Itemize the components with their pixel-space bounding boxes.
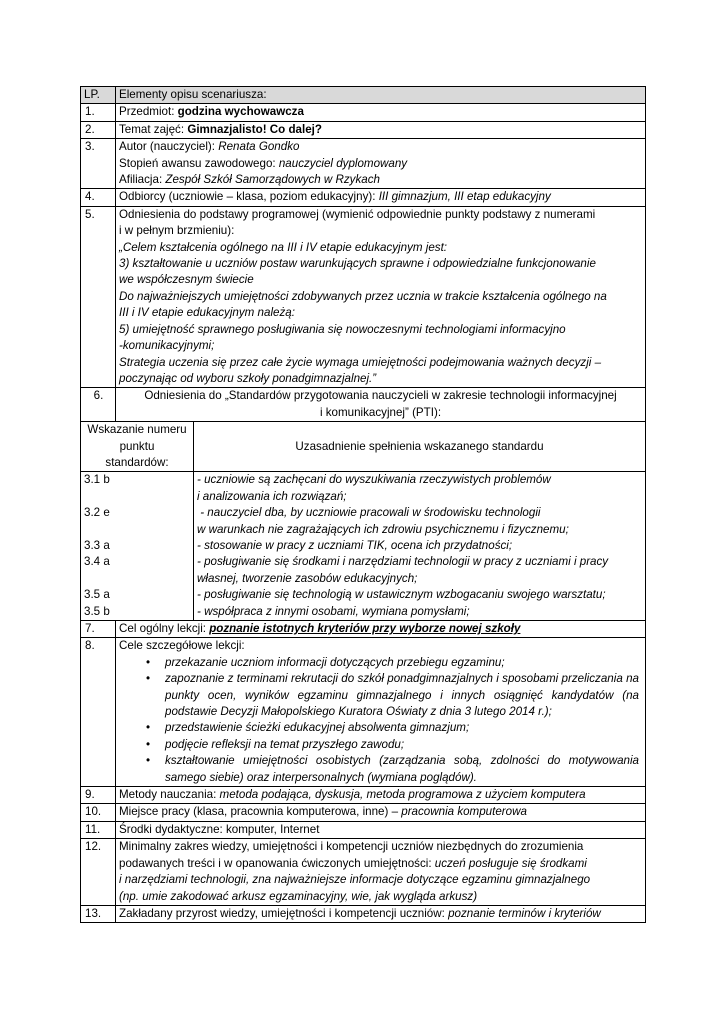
table-row [81, 121, 646, 138]
spacer [84, 522, 190, 538]
spacer [84, 489, 190, 505]
list-item [119, 655, 639, 671]
standards-codes [81, 472, 194, 620]
curriculum-line: Do najważniejszych umiejętności zdobywanych przez ucznia w trakcie kształcenia ogólnego na [119, 289, 607, 303]
standards-col-header-line: Wskazanie numeru [87, 423, 187, 437]
affiliation-line [119, 172, 642, 188]
table-row [81, 139, 646, 189]
table-row [81, 388, 646, 422]
table-row [81, 905, 646, 922]
row-label: Metody nauczania: [119, 788, 220, 802]
author-label: Autor (nauczyciel): [119, 140, 219, 154]
scenario-table [80, 86, 646, 923]
standard-code: 3.5 b [84, 604, 110, 618]
affiliation-label: Afiliacja: [119, 173, 166, 187]
row-number: 2. [81, 121, 116, 138]
prerequisites-text: podawanych treści i w opanowania ćwiczonych umiejętności: [119, 856, 435, 870]
standards-body-cell [81, 472, 646, 621]
standards-title-line: i komunikacyjnej” (PTI): [319, 405, 442, 419]
degree-line [119, 156, 642, 172]
row-standards-title [116, 388, 646, 422]
row-value: III gimnazjum, III etap edukacyjny [378, 190, 551, 204]
prerequisites-line: i narzędziami technologii, zna najważniejsze informacje dotyczące egzaminu gimnazjalnego [119, 873, 591, 887]
curriculum-line: poczynając od wyboru szkoły ponadgimnazjalnej.” [119, 371, 377, 385]
goal-text: przedstawienie ścieżki edukacyjnej absolwenta gimnazjum; [165, 721, 470, 735]
curriculum-line: 5) umiejętność sprawnego posługiwania się nowoczesnymi technologiami informacyjno [119, 322, 566, 336]
standard-desc-line: - posługiwanie się technologią w ustawicznym wzbogacaniu swojego warsztatu; [197, 588, 606, 602]
affiliation-value: Zespół Szkół Samorządowych w Rzykach [165, 173, 380, 187]
row-value: poznanie istotnych kryteriów przy wyborze nowej szkoły [209, 622, 521, 635]
goal-text: zapoznanie z terminami rekrutacji do szkół ponadgimnazjalnych i sposobami przeliczania na punkty ocen, wyników egzaminu gimnazjalnego i innych osiągnięć kandydatów (na podstawie Decyzji Małopolskiego Kuratora Oświaty z dnia 3 lutego 2014 r.); [165, 672, 639, 719]
row-place [116, 804, 646, 821]
standards-body-row [81, 472, 646, 621]
degree-value: nauczyciel dyplomowany [278, 156, 408, 170]
justification-col-header-text: Uzasadnienie spełnienia wskazanego standardu [295, 439, 544, 453]
standard-code: 3.1 b [84, 473, 110, 487]
row-materials: Środki dydaktyczne: komputer, Internet [116, 821, 646, 838]
table-row [81, 621, 646, 638]
row-number: 11. [81, 821, 116, 838]
row-number: 6. [81, 388, 116, 422]
table-row [81, 821, 646, 838]
standards-col-header-line: standardów: [105, 455, 169, 469]
goal-text: przekazanie uczniom informacji dotyczących przebiegu egzaminu; [165, 655, 505, 669]
curriculum-line: Strategia uczenia się przez całe życie wymaga umiejętności podejmowania ważnych decyzji – [119, 355, 602, 369]
standard-desc-line: - nauczyciel dba, by uczniowie pracowali w środowisku technologii [197, 506, 541, 520]
header-title: Elementy opisu scenariusza: [116, 87, 646, 104]
row-label: Cele szczegółowe lekcji: [119, 639, 245, 653]
curriculum-line: „Celem kształcenia ogólnego na III i IV etapie edukacyjnym jest: [119, 240, 448, 254]
table-row [81, 638, 646, 787]
row-value: pracownia komputerowa [401, 805, 527, 819]
standard-code: 3.3 a [84, 538, 110, 552]
header-lp: LP. [81, 87, 116, 104]
row-curriculum [116, 206, 646, 387]
standard-desc-line: - uczniowie są zachęcani do wyszukiwania rzeczywistych problemów [197, 473, 551, 487]
row-methods [116, 787, 646, 804]
justification-col-header [194, 422, 645, 471]
row-number: 12. [81, 839, 116, 906]
list-item [119, 753, 639, 786]
row-value: Gimnazjalisto! Co dalej? [187, 122, 322, 136]
bullet-icon: • [146, 655, 151, 669]
standards-col-header [81, 422, 194, 471]
row-topic [116, 121, 646, 138]
table-row [81, 206, 646, 387]
standard-desc-line: własnej, tworzenie zasobów edukacyjnych; [197, 571, 418, 585]
prerequisites-line: (np. umie zakodować arkusz egzaminacyjny, wie, jak wygląda arkusz) [119, 889, 478, 903]
standard-desc-line: - współpraca z innymi osobami, wymiana pomysłami; [197, 604, 470, 618]
author-value: Renata Gondko [218, 140, 300, 154]
bullet-icon: • [146, 754, 151, 768]
row-audience [116, 189, 646, 206]
standard-code: 3.4 a [84, 555, 110, 569]
row-number: 4. [81, 189, 116, 206]
prerequisites-line: Minimalny zakres wiedzy, umiejętności i kompetencji uczniów niezbędnych do zrozumienia [119, 840, 584, 854]
curriculum-line: we współczesnym świecie [119, 273, 254, 287]
goal-text: podjęcie refleksji na temat przyszłego zawodu; [165, 737, 405, 751]
table-row [81, 189, 646, 206]
table-row [81, 104, 646, 121]
row-number: 9. [81, 787, 116, 804]
standard-desc-line: - posługiwanie się środkami i narzędziami technologii w pracy z uczniami i pracy [197, 555, 609, 569]
degree-label: Stopień awansu zawodowego: [119, 156, 279, 170]
standard-desc-line: - stosowanie w pracy z uczniami TIK, ocena ich przydatności; [197, 538, 513, 552]
table-row [81, 839, 646, 906]
list-item [119, 737, 639, 753]
row-number: 3. [81, 139, 116, 189]
row-number: 8. [81, 638, 116, 787]
row-value: poznanie terminów i kryteriów [448, 906, 601, 920]
row-label: Przedmiot: [119, 105, 178, 119]
table-row [81, 787, 646, 804]
row-number: 7. [81, 621, 116, 638]
curriculum-line: -komunikacyjnymi; [119, 339, 215, 353]
bullet-icon: • [146, 721, 151, 735]
row-value: godzina wychowawcza [177, 105, 304, 119]
goals-list [119, 655, 642, 786]
row-author [116, 139, 646, 189]
table-row [81, 804, 646, 821]
row-label: Odbiorcy (uczniowie – klasa, poziom edukacyjny): [119, 190, 379, 204]
standard-code: 3.2 e [84, 506, 110, 520]
curriculum-line: III i IV etapie edukacyjnym należą: [119, 306, 295, 320]
spacer [84, 571, 190, 587]
prerequisites-line [119, 856, 642, 872]
standards-header-row [81, 422, 646, 472]
row-subject [116, 104, 646, 121]
list-item [119, 720, 639, 736]
list-item [119, 671, 639, 720]
curriculum-intro: Odniesienia do podstawy programowej (wymienić odpowiednie punkty podstawy z numerami [119, 207, 596, 221]
table-header-row [81, 87, 646, 104]
row-general-goal [116, 621, 646, 638]
standards-col-header-line: punktu [119, 439, 155, 453]
bullet-icon: • [146, 672, 151, 686]
standard-desc-line: i analizowania ich rozwiązań; [197, 489, 347, 503]
standard-desc-line: w warunkach nie zagrażających ich zdrowiu psychicznemu i fizycznemu; [197, 522, 569, 536]
standards-descriptions [194, 472, 645, 620]
standard-code: 3.5 a [84, 588, 110, 602]
standards-header-cell [81, 422, 646, 472]
goal-text: kształtowanie umiejętności osobistych (zarządzania sobą, zdolności do motywowania samego siebie) oraz interpersonalnych (wymiana poglądów). [165, 754, 639, 784]
standards-title-line: Odniesienia do „Standardów przygotowania nauczycieli w zakresie technologii informacyjnej [144, 389, 617, 403]
row-label: Miejsce pracy (klasa, pracownia komputerowa, inne) – [119, 805, 402, 819]
row-expected-growth [116, 905, 646, 922]
row-prerequisites [116, 839, 646, 906]
author-line [119, 139, 642, 155]
row-number: 10. [81, 804, 116, 821]
row-number: 5. [81, 206, 116, 387]
row-number: 13. [81, 905, 116, 922]
row-label: Temat zajęć: [119, 122, 188, 136]
row-label: Zakładany przyrost wiedzy, umiejętności i kompetencji uczniów: [119, 906, 449, 920]
row-number: 1. [81, 104, 116, 121]
curriculum-intro: i w pełnym brzmieniu): [119, 224, 235, 238]
row-value: metoda podająca, dyskusja, metoda programowa z użyciem komputera [219, 788, 586, 802]
bullet-icon: • [146, 737, 151, 751]
row-label: Cel ogólny lekcji: [119, 622, 210, 635]
prerequisites-italic: uczeń posługuje się środkami [434, 856, 587, 870]
row-specific-goals [116, 638, 646, 787]
curriculum-line: 3) kształtowanie u uczniów postaw warunkujących sprawne i odpowiedzialne funkcjonowanie [119, 257, 596, 271]
